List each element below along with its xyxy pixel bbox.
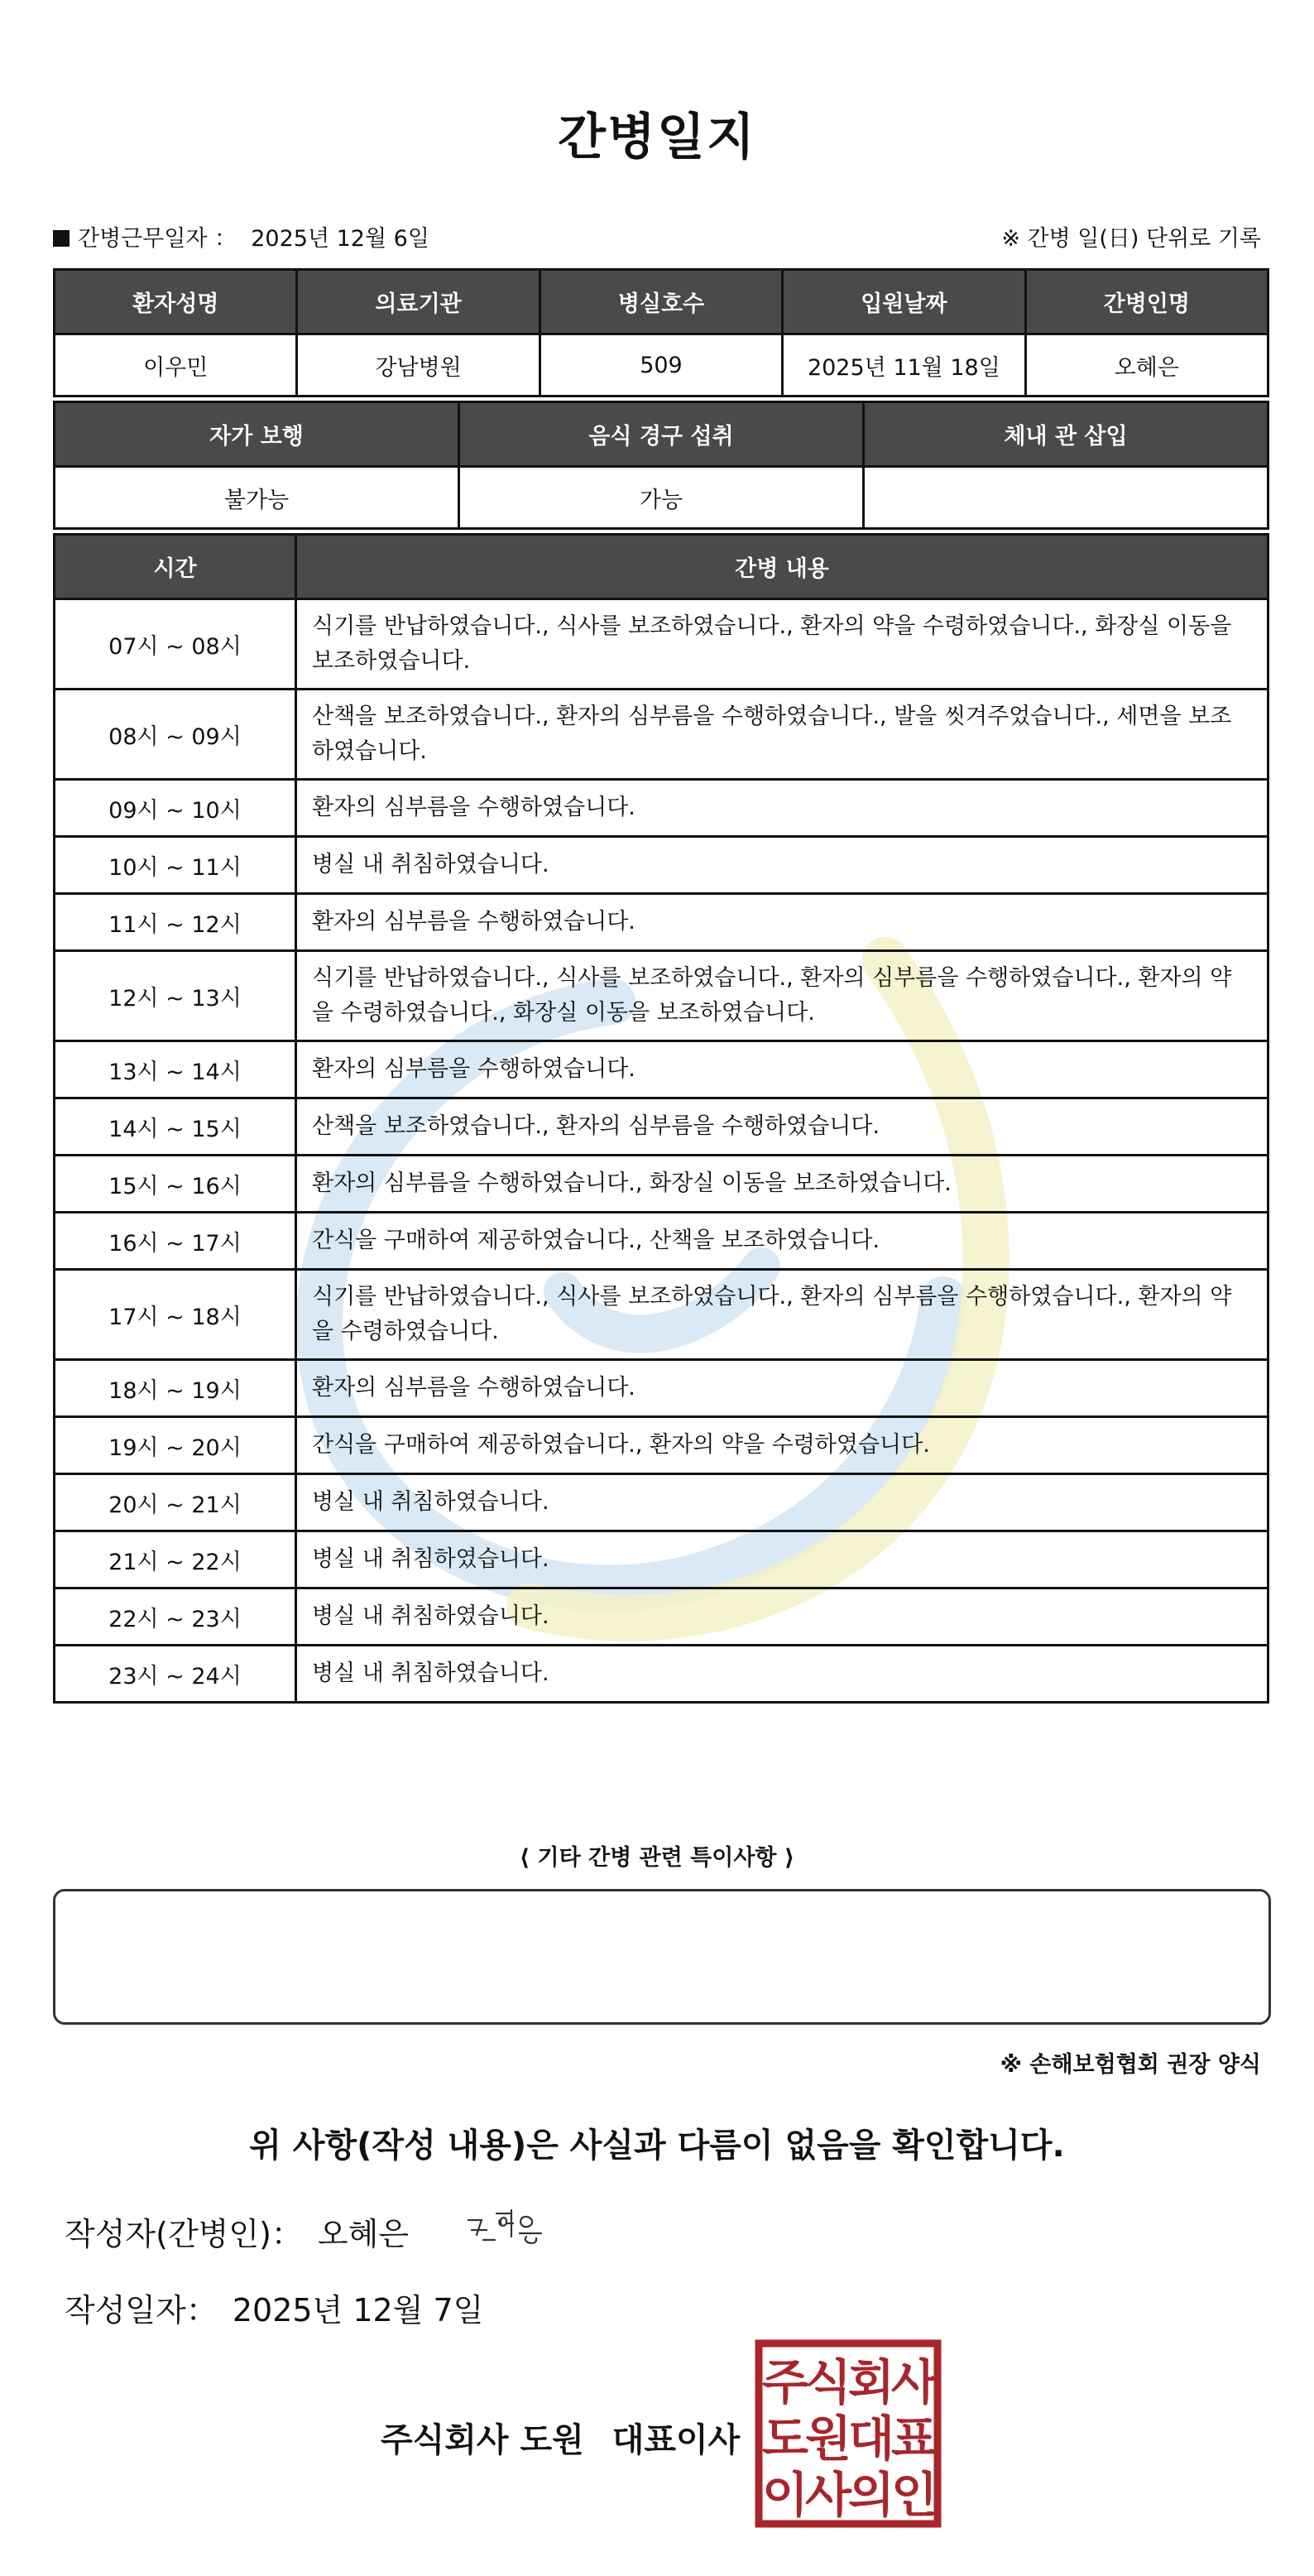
tube-insertion <box>864 467 1268 529</box>
log-time: 23시 ~ 24시 <box>55 1646 296 1703</box>
log-content: 병실 내 취침하였습니다. <box>296 1588 1268 1646</box>
log-content: 산책을 보조하였습니다., 환자의 심부름을 수행하였습니다., 발을 씻겨주었습니다., 세면을 보조하였습니다. <box>296 690 1268 780</box>
remarks-title: ⟨ 기타 간병 관련 특이사항 ⟩ <box>519 1845 795 1871</box>
log-time: 07시 ~ 08시 <box>55 599 296 690</box>
log-time: 20시 ~ 21시 <box>55 1474 296 1531</box>
work-date-label: 간병근무일자 ： <box>78 226 237 252</box>
table-row <box>55 1156 1268 1213</box>
log-content: 환자의 심부름을 수행하였습니다. <box>296 780 1268 837</box>
confirmation-statement: 위 사항(작성 내용)은 사실과 다름이 없음을 확인합니다. <box>249 2127 1065 2165</box>
table-header-row <box>55 270 1268 334</box>
log-content: 간식을 구매하여 제공하였습니다., 환자의 약을 수령하였습니다. <box>296 1417 1268 1474</box>
remarks-box <box>53 1889 1271 2025</box>
written-date-label: 작성일자： <box>65 2292 218 2328</box>
header-oral-intake: 음식 경구 섭취 <box>459 402 864 467</box>
table-header-row <box>55 535 1268 599</box>
log-content: 병실 내 취침하였습니다. <box>296 1474 1268 1531</box>
square-bullet-icon <box>53 230 70 247</box>
table-row <box>55 951 1268 1041</box>
table-row <box>55 1474 1268 1531</box>
handwritten-signature <box>463 2202 554 2252</box>
company-signature-line <box>381 2414 740 2461</box>
table-row <box>55 1646 1268 1703</box>
company-role: 대표이사 <box>611 2421 741 2459</box>
log-time: 21시 ~ 22시 <box>55 1531 296 1588</box>
institution: 강남병원 <box>297 334 540 396</box>
log-content: 식기를 반납하였습니다., 식사를 보조하였습니다., 환자의 약을 수령하였습니다., 화장실 이동을 보조하였습니다. <box>296 599 1268 690</box>
log-content: 환자의 심부름을 수행하였습니다. <box>296 1360 1268 1417</box>
log-time: 09시 ~ 10시 <box>55 780 296 837</box>
log-content: 식기를 반납하였습니다., 식사를 보조하였습니다., 환자의 심부름을 수행하였습니다., 환자의 약을 수령하였습니다. <box>296 1270 1268 1360</box>
log-time: 18시 ~ 19시 <box>55 1360 296 1417</box>
log-time: 16시 ~ 17시 <box>55 1213 296 1270</box>
company-seal-stamp <box>755 2339 942 2528</box>
writer-label: 작성자(간병인)： <box>65 2216 303 2252</box>
table-row <box>55 1360 1268 1417</box>
written-date-row <box>65 2285 483 2330</box>
table-row <box>55 1270 1268 1360</box>
table-row <box>55 837 1268 894</box>
header-admission-date: 입원날짜 <box>783 270 1025 334</box>
log-content: 산책을 보조하였습니다., 환자의 심부름을 수행하였습니다. <box>296 1098 1268 1156</box>
table-row <box>55 1213 1268 1270</box>
svg-text:이사의인: 이사의인 <box>761 2467 935 2523</box>
header-self-walking: 자가 보행 <box>55 402 459 467</box>
work-date <box>53 220 429 252</box>
header-tube-insertion: 체내 관 삽입 <box>864 402 1268 467</box>
log-content: 병실 내 취침하였습니다. <box>296 837 1268 894</box>
table-row <box>55 780 1268 837</box>
table-row <box>55 1588 1268 1646</box>
svg-text:도원대표: 도원대표 <box>761 2410 935 2467</box>
log-content: 간식을 구매하여 제공하였습니다., 산책을 보조하였습니다. <box>296 1213 1268 1270</box>
self-walking: 불가능 <box>55 467 459 529</box>
table-row <box>55 467 1268 529</box>
header-time: 시간 <box>55 535 296 599</box>
document-title: 간병일지 <box>558 108 756 166</box>
table-row <box>55 1417 1268 1474</box>
record-unit-note: ※ 간병 일(日) 단위로 기록 <box>1001 226 1261 252</box>
log-content: 병실 내 취침하였습니다. <box>296 1531 1268 1588</box>
log-content: 환자의 심부름을 수행하였습니다., 화장실 이동을 보조하였습니다. <box>296 1156 1268 1213</box>
log-time: 12시 ~ 13시 <box>55 951 296 1041</box>
header-caregiver-name: 간병인명 <box>1025 270 1268 334</box>
writer-name: 오혜은 <box>317 2216 410 2252</box>
work-date-value: 2025년 12월 6일 <box>251 226 429 252</box>
header-patient-name: 환자성명 <box>55 270 297 334</box>
company-name: 주식회사 도원 <box>381 2421 584 2459</box>
log-time: 19시 ~ 20시 <box>55 1417 296 1474</box>
log-content: 식기를 반납하였습니다., 식사를 보조하였습니다., 환자의 심부름을 수행하였습니다., 환자의 약을 수령하였습니다., 화장실 이동을 보조하였습니다. <box>296 951 1268 1041</box>
log-content: 환자의 심부름을 수행하였습니다. <box>296 1041 1268 1098</box>
caregiver-name: 오혜은 <box>1025 334 1268 396</box>
log-time: 13시 ~ 14시 <box>55 1041 296 1098</box>
table-row <box>55 334 1268 396</box>
log-time: 14시 ~ 15시 <box>55 1098 296 1156</box>
log-time: 15시 ~ 16시 <box>55 1156 296 1213</box>
svg-text:주식회사: 주식회사 <box>761 2354 935 2410</box>
log-time: 11시 ~ 12시 <box>55 894 296 951</box>
recommended-form-note: ※ 손해보험협회 권장 양식 <box>1000 2052 1261 2078</box>
patient-name: 이우민 <box>55 334 297 396</box>
table-row <box>55 1098 1268 1156</box>
oral-intake: 가능 <box>459 467 864 529</box>
log-content: 환자의 심부름을 수행하였습니다. <box>296 894 1268 951</box>
writer-row <box>65 2208 409 2254</box>
table-header-row <box>55 402 1268 467</box>
admission-date: 2025년 11월 18일 <box>783 334 1025 396</box>
header-room-number: 병실호수 <box>540 270 782 334</box>
patient-info-table <box>53 268 1269 397</box>
header-care-content: 간병 내용 <box>296 535 1268 599</box>
table-row <box>55 599 1268 690</box>
log-time: 17시 ~ 18시 <box>55 1270 296 1360</box>
table-row <box>55 1041 1268 1098</box>
header-institution: 의료기관 <box>297 270 540 334</box>
table-row <box>55 894 1268 951</box>
table-row <box>55 690 1268 780</box>
table-row <box>55 1531 1268 1588</box>
written-date-value: 2025년 12월 7일 <box>232 2292 484 2328</box>
log-time: 10시 ~ 11시 <box>55 837 296 894</box>
log-time: 22시 ~ 23시 <box>55 1588 296 1646</box>
log-time: 08시 ~ 09시 <box>55 690 296 780</box>
care-log-table <box>53 533 1269 1704</box>
log-content: 병실 내 취침하였습니다. <box>296 1646 1268 1703</box>
room-number: 509 <box>540 334 782 396</box>
care-log-rows <box>55 599 1268 1703</box>
patient-ability-table <box>53 401 1269 530</box>
